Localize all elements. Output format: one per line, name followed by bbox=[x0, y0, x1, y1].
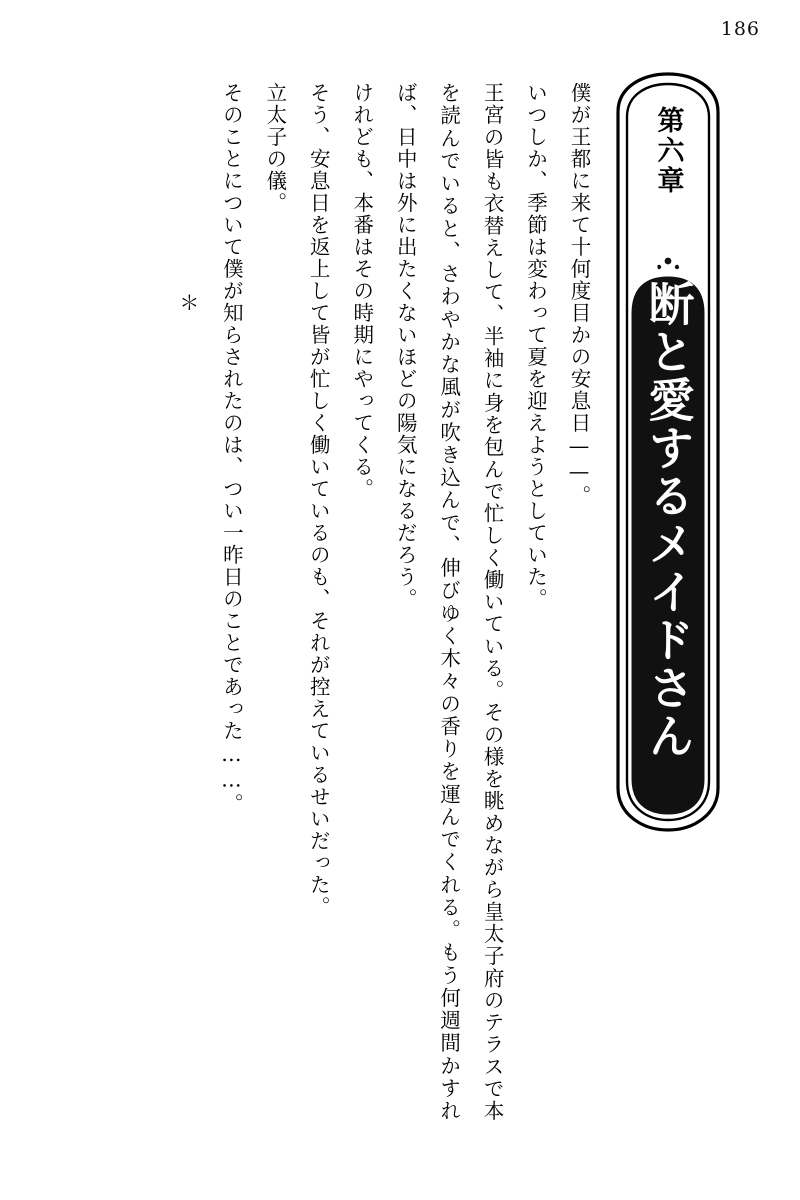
paragraph: いつしか、季節は変わって夏を迎えようとしていた。 bbox=[523, 82, 548, 610]
scene-break bbox=[165, 82, 208, 1122]
paragraph: そのことについて僕が知らされたのは、つい一昨日のことであった……。 bbox=[219, 82, 244, 815]
paragraph: 立太子の儀。 bbox=[262, 82, 287, 214]
body-text bbox=[130, 82, 600, 1122]
paragraph: そう、安息日を返上して皆が忙しく働いているのも、それが控えているせいだった。 bbox=[306, 82, 331, 918]
paragraph: けれども、本番はその時期にやってくる。 bbox=[349, 82, 374, 500]
page-number: 186 bbox=[720, 18, 760, 40]
paragraph: 僕が王都に来て十何度目かの安息日——。 bbox=[567, 82, 591, 507]
chapter-banner bbox=[614, 72, 722, 832]
paragraph: 王宮の皆も衣替えして、半袖に身を包んで忙しく働いている。その様を眺めながら皇太子府のテラスで本を読んでいると、さわやかな風が吹き込んで、伸びゆく木々の香りを運んでくれる。もう何週間かすれば、日中は外に出たくないほどの陽気になるだろう。 bbox=[393, 82, 505, 1122]
chapter-title: 決断と愛するメイドさん bbox=[641, 232, 696, 760]
banner-text-wrap bbox=[614, 72, 722, 832]
scene-break-mark: ＊ bbox=[175, 292, 200, 314]
chapter-label: 第六章 bbox=[652, 106, 684, 196]
